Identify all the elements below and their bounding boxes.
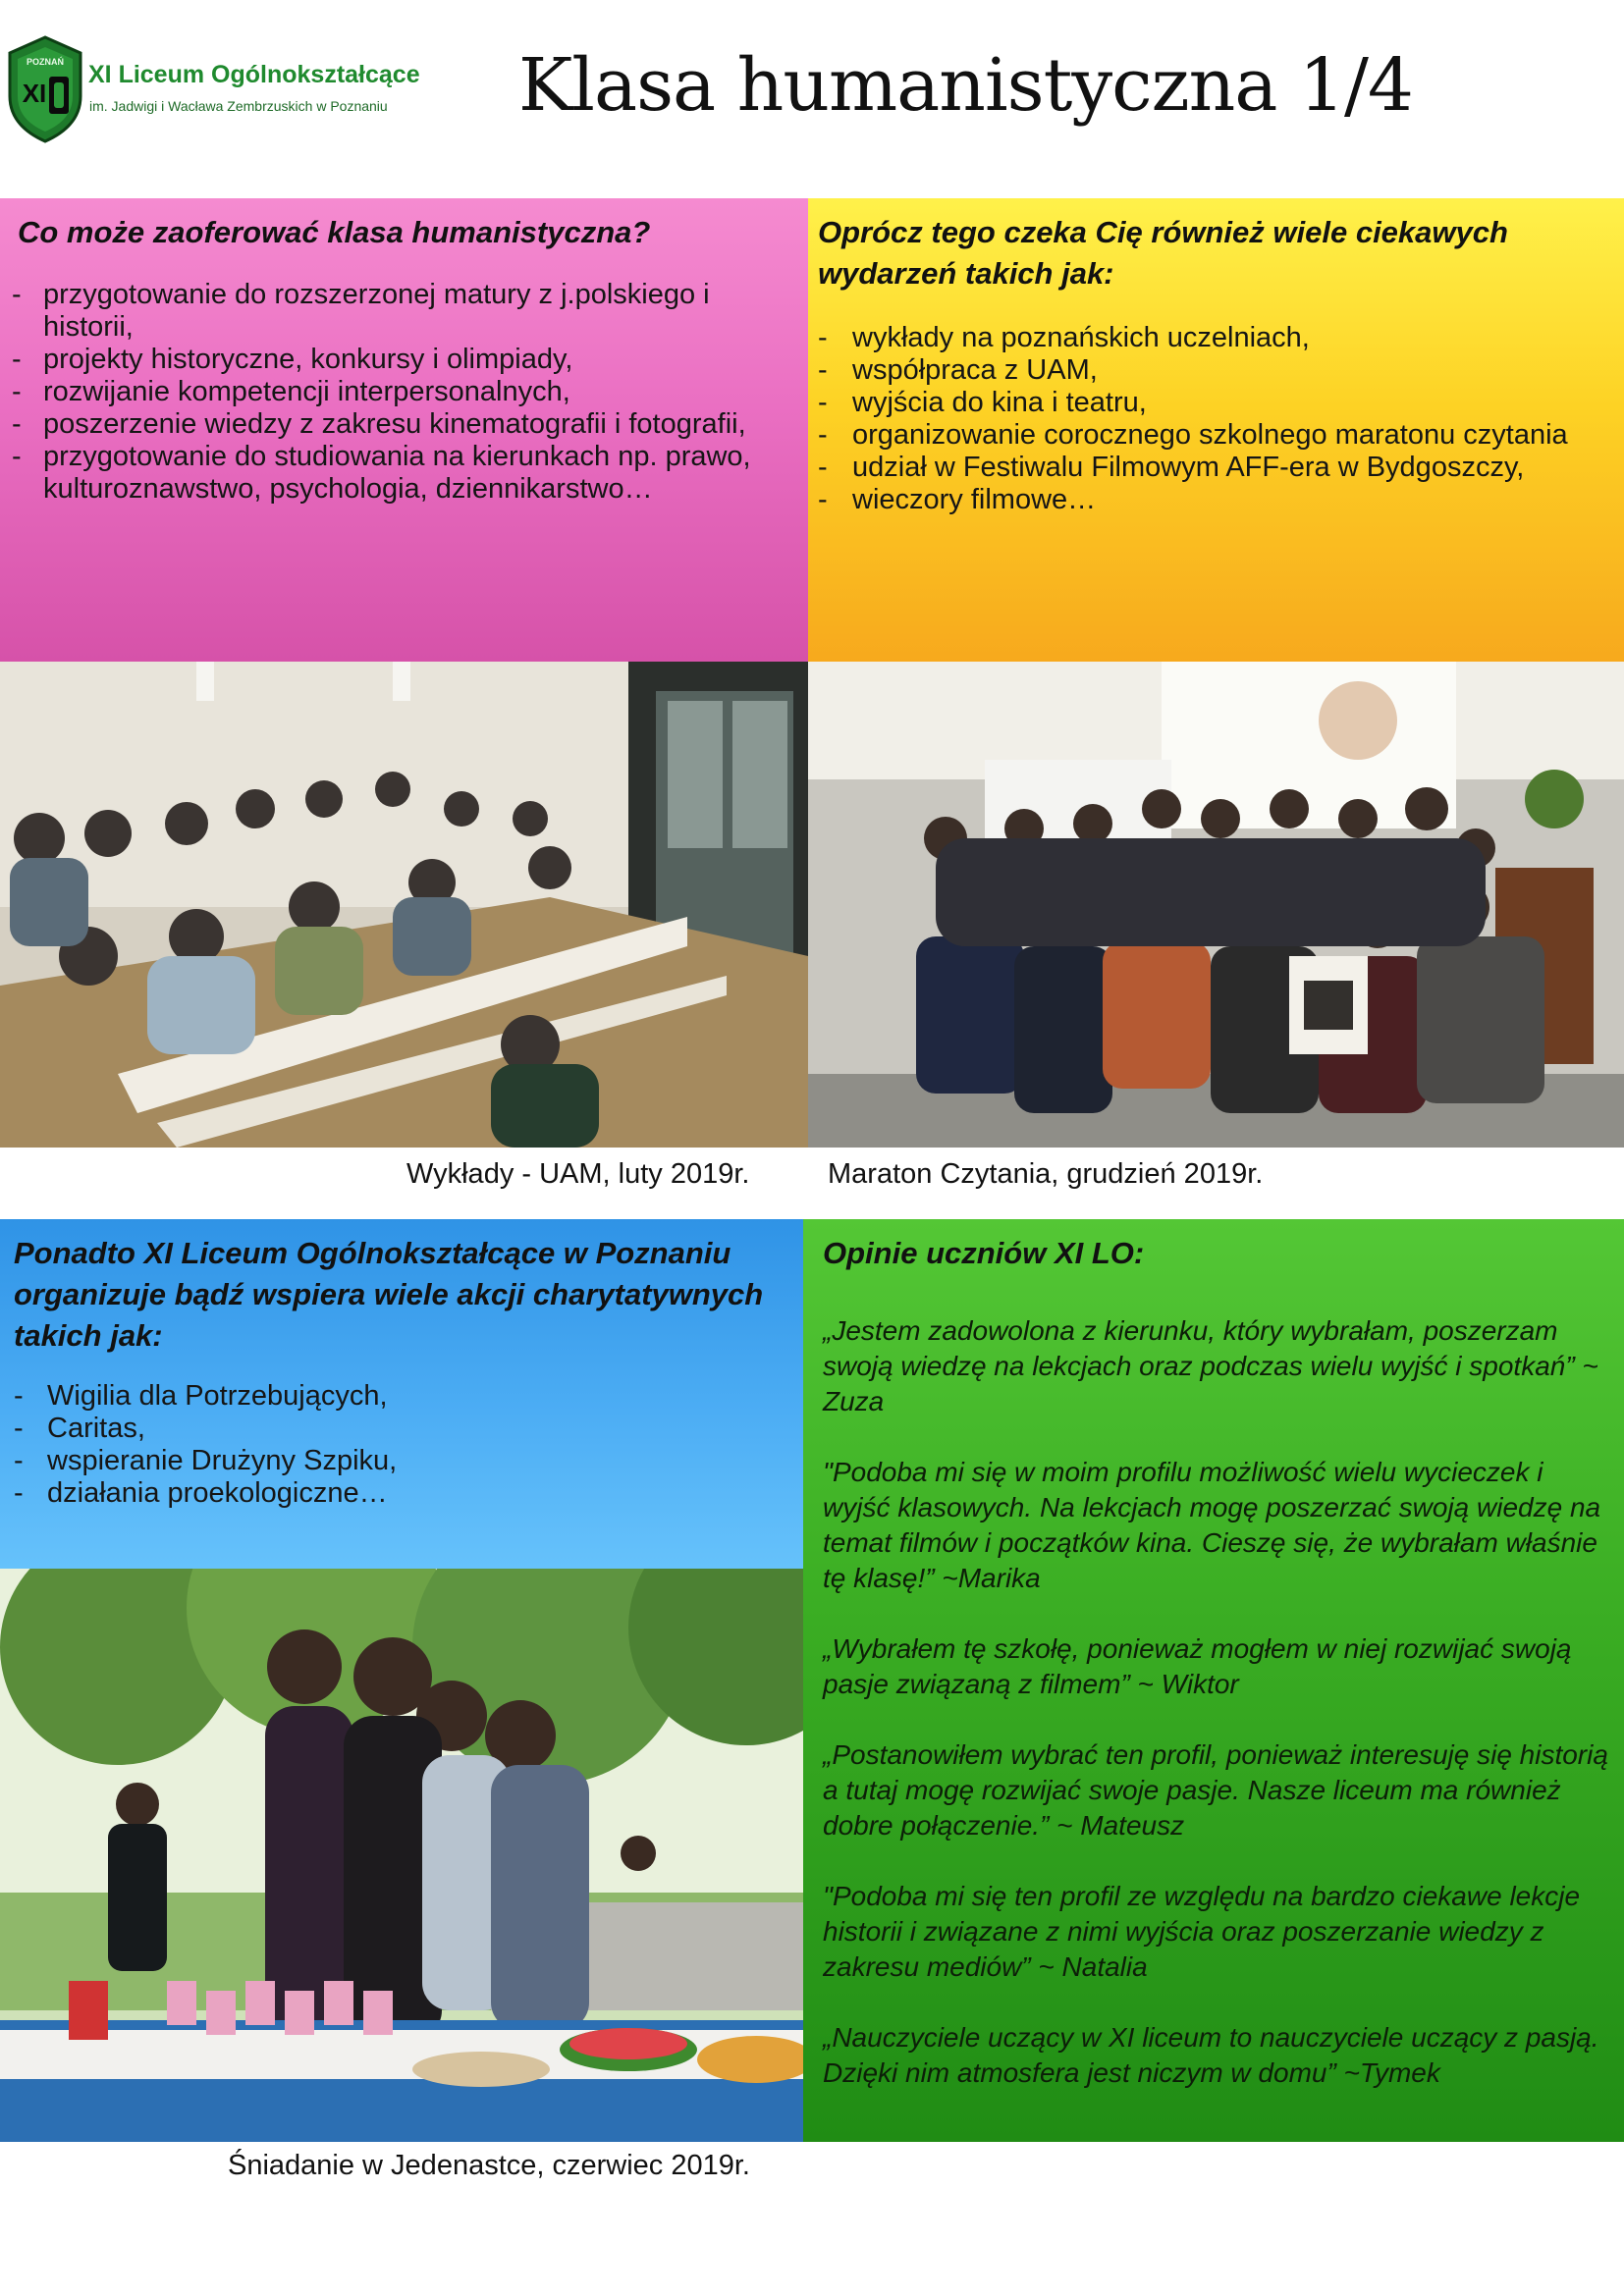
list-item: - Wigilia dla Potrzebujących,	[14, 1380, 789, 1413]
list-item: - projekty historyczne, konkursy i olimpiady,	[12, 344, 768, 376]
svg-text:XI: XI	[22, 79, 47, 108]
list-item: - wyjścia do kina i teatru,	[818, 387, 1613, 419]
opinion-quote: „Jestem zadowolona z kierunku, który wybrałam, poszerzam swoją wiedzę na lekcjach oraz podczas wielu wyjść i spotkań” ~ Zuza	[823, 1315, 1598, 1416]
opinion-quote: „Wybrałem tę szkołę, ponieważ mogłem w niej rozwijać swoją pasje związaną z filmem” ~ Wiktor	[823, 1633, 1572, 1699]
offer-panel	[0, 198, 808, 662]
events-list	[818, 322, 1613, 516]
breakfast-photo	[0, 1569, 803, 2142]
charity-panel	[0, 1219, 803, 1569]
events-panel	[808, 198, 1624, 662]
list-item: - przygotowanie do studiowania na kierunkach np. prawo, kulturoznawstwo, psychologia, dziennikarstwo…	[12, 441, 768, 506]
school-crest-icon	[6, 35, 84, 143]
opinion-quote: „Nauczyciele uczący w XI liceum to nauczyciele uczący z pasją. Dzięki nim atmosfera jest niczym w domu” ~Tymek	[823, 2022, 1599, 2088]
opinions-panel	[803, 1219, 1624, 2142]
charity-list	[14, 1380, 789, 1510]
charity-heading: Ponadto XI Liceum Ogólnokształcące w Poznaniu organizuje bądź wspiera wiele akcji charytatywnych takich jak:	[14, 1236, 764, 1353]
list-item: - udział w Festiwalu Filmowym AFF-era w Bydgoszczy,	[818, 452, 1613, 484]
list-item: - organizowanie corocznego szkolnego maratonu czytania	[818, 419, 1613, 452]
school-subtitle: im. Jadwigi i Wacława Zembrzuskich w Poznaniu	[89, 98, 388, 114]
opinion-quote: "Podoba mi się ten profil ze względu na bardzo ciekawe lekcje historii i związane z nimi wyjścia oraz poszerzanie wiedzy z zakresu mediów” ~ Natalia	[823, 1881, 1581, 1982]
breakfast-caption: Śniadanie w Jedenastce, czerwiec 2019r.	[228, 2150, 750, 2181]
list-item: - współpraca z UAM,	[818, 354, 1613, 387]
list-item: - działania proekologiczne…	[14, 1477, 789, 1510]
lecture-photo	[0, 662, 808, 1148]
school-logo	[6, 35, 418, 143]
svg-text:POZNAŃ: POZNAŃ	[27, 57, 64, 67]
list-item: - Caritas,	[14, 1413, 789, 1445]
offer-list	[12, 279, 768, 506]
list-item: - wykłady na poznańskich uczelniach,	[818, 322, 1613, 354]
lecture-caption: Wykłady - UAM, luty 2019r.	[406, 1158, 750, 1190]
opinions-heading: Opinie uczniów XI LO:	[823, 1236, 1145, 1270]
list-item: - rozwijanie kompetencji interpersonalnych,	[12, 376, 768, 408]
list-item: - wspieranie Drużyny Szpiku,	[14, 1445, 789, 1477]
marathon-caption: Maraton Czytania, grudzień 2019r.	[828, 1158, 1264, 1190]
events-heading: Oprócz tego czeka Cię również wiele ciekawych wydarzeń takich jak:	[818, 215, 1508, 291]
school-name: XI Liceum Ogólnokształcące	[88, 61, 420, 88]
list-item: - wieczory filmowe…	[818, 484, 1613, 516]
page-title: Klasa humanistyczna 1/4	[518, 43, 1413, 128]
list-item: - przygotowanie do rozszerzonej matury z j.polskiego i historii,	[12, 279, 768, 344]
opinion-quote: „Postanowiłem wybrać ten profil, ponieważ interesuję się historią a tutaj mogę rozwijać swoje pasje. Nasze liceum ma również dobre połączenie.” ~ Mateusz	[823, 1739, 1608, 1841]
list-item: - poszerzenie wiedzy z zakresu kinematografii i fotografii,	[12, 408, 768, 441]
offer-heading: Co może zaoferować klasa humanistyczna?	[18, 215, 651, 249]
marathon-photo	[808, 662, 1624, 1148]
opinion-quote: "Podoba mi się w moim profilu możliwość wielu wycieczek i wyjść klasowych. Na lekcjach mogę poszerzać swoją wiedzę na temat filmów i początków kina. Cieszę się, że wybrałam właśnie tę klasę!” ~Marika	[823, 1457, 1601, 1593]
